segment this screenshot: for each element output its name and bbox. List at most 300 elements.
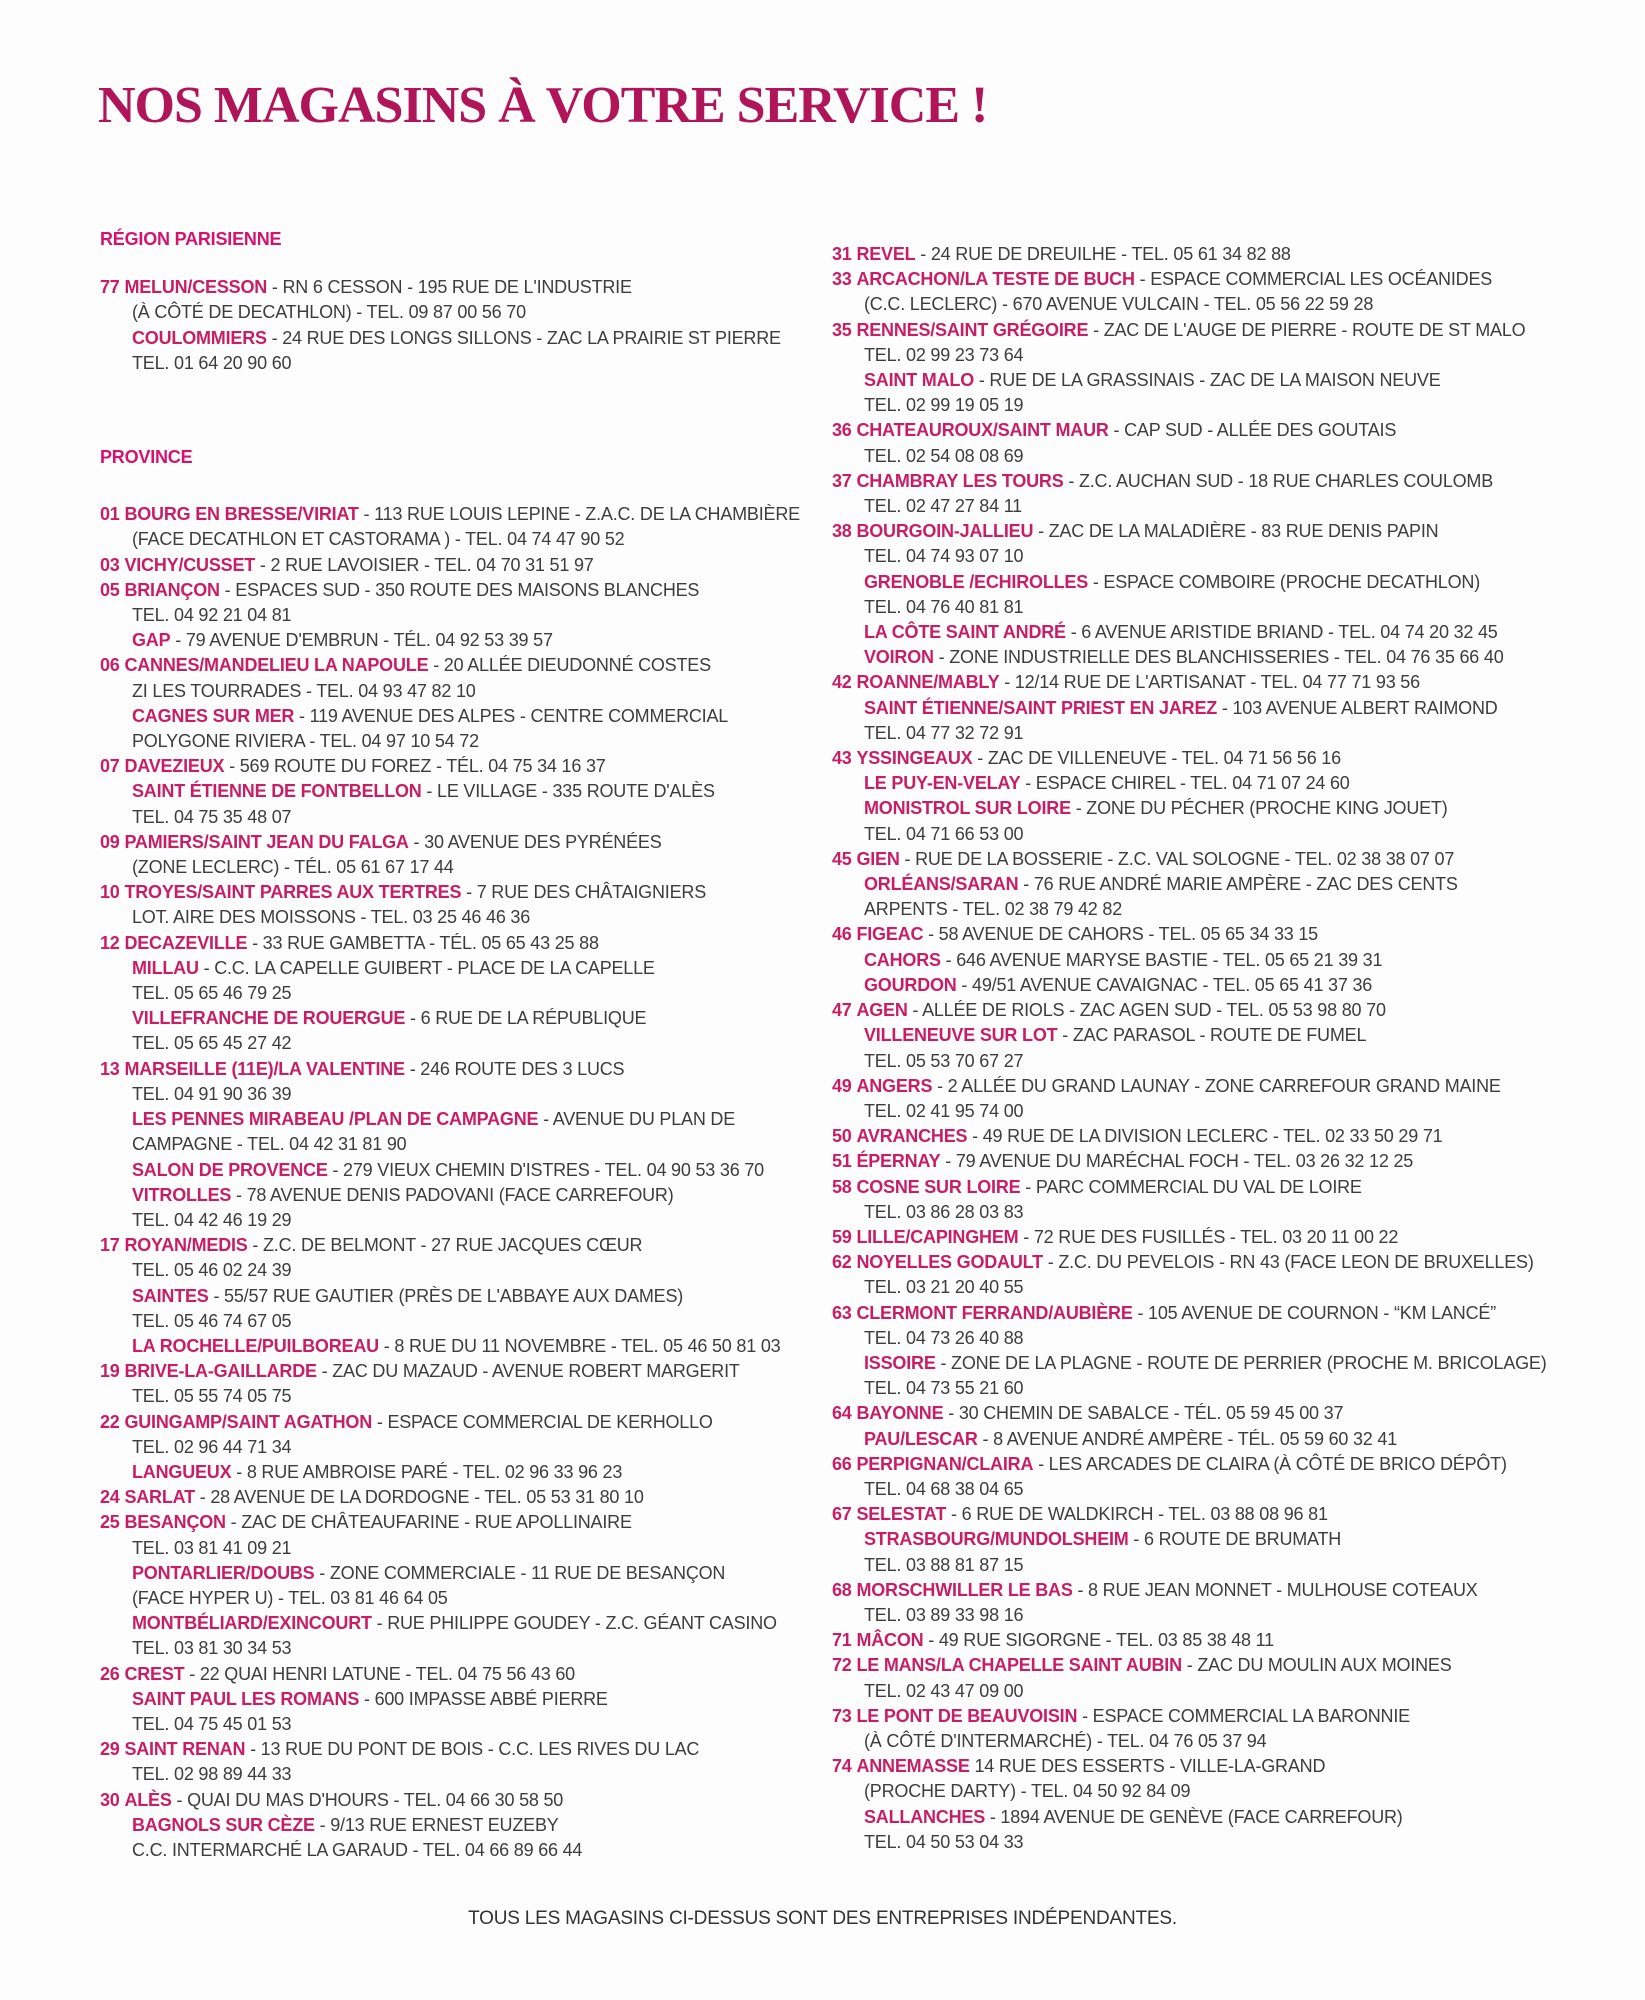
continuation-line: [832, 1679, 1592, 1704]
store-details: - ZAC DE CHÂTEAUFARINE - RUE APOLLINAIRE: [230, 1512, 632, 1533]
store-details: - PARC COMMERCIAL DU VAL DE LOIRE: [1025, 1176, 1362, 1197]
continuation-line: [832, 393, 1592, 418]
store-details: - ESPACE COMMERCIAL LA BARONNIE: [1082, 1705, 1410, 1726]
store-name: MONTBÉLIARD/EXINCOURT: [132, 1613, 372, 1634]
continuation-line: [100, 1031, 816, 1056]
store-entry-line: [100, 1737, 816, 1762]
continuation-line: [100, 805, 816, 830]
store-details: - 58 AVENUE DE CAHORS - TEL. 05 65 34 33 15: [928, 924, 1318, 945]
store-number: 72: [832, 1655, 852, 1676]
store-number: 05: [100, 579, 120, 600]
store-details: - ALLÉE DE RIOLS - ZAC AGEN SUD - TEL. 05 53 98 80 70: [912, 1000, 1386, 1021]
store-number: 68: [832, 1579, 852, 1600]
store-name: DECAZEVILLE: [124, 932, 248, 953]
store-name: BAYONNE: [856, 1403, 944, 1424]
store-name: VOIRON: [864, 647, 934, 668]
store-details: TEL. 02 41 95 74 00: [864, 1100, 1024, 1121]
store-details: - 7 RUE DES CHÂTAIGNIERS: [466, 882, 706, 903]
store-details: - ZAC DU MOULIN AUX MOINES: [1186, 1655, 1452, 1676]
store-number: 31: [832, 244, 852, 264]
store-details: C.C. INTERMARCHÉ LA GARAUD - TEL. 04 66 89 66 44: [132, 1839, 583, 1860]
store-details: - 55/57 RUE GAUTIER (PRÈS DE L'ABBAYE AUX DAMES): [213, 1285, 684, 1306]
store-name: CLERMONT FERRAND/AUBIÈRE: [856, 1302, 1133, 1323]
store-name: CAHORS: [864, 949, 941, 970]
store-entry-line: [100, 275, 816, 300]
store-name: ORLÉANS/SARAN: [864, 874, 1019, 895]
store-details: - 49/51 AVENUE CAVAIGNAC - TEL. 05 65 41 37 36: [961, 974, 1373, 995]
continuation-line: [832, 1049, 1592, 1074]
store-details: TEL. 04 92 21 04 81: [132, 605, 292, 626]
store-details: - 6 RUE DE WALDKIRCH - TEL. 03 88 08 96 81: [951, 1504, 1328, 1525]
store-number: 07: [100, 756, 120, 777]
store-details: - 24 RUE DE DREUILHE - TEL. 05 61 34 82 88: [920, 244, 1291, 264]
store-details: - 246 ROUTE DES 3 LUCS: [409, 1058, 625, 1079]
store-details: - 1894 AVENUE DE GENÈVE (FACE CARREFOUR): [989, 1806, 1403, 1827]
store-details: POLYGONE RIVIERA - TEL. 04 97 10 54 72: [132, 731, 479, 752]
store-details: 14 RUE DES ESSERTS - VILLE-LA-GRAND: [974, 1756, 1326, 1777]
store-subentry-line: [832, 1805, 1592, 1830]
store-entry-line: [100, 880, 816, 905]
store-details: TEL. 02 54 08 08 69: [864, 445, 1024, 466]
store-name: MÂCON: [856, 1630, 924, 1651]
store-details: - 119 AVENUE DES ALPES - CENTRE COMMERCIAL: [299, 705, 729, 726]
store-details: TEL. 05 46 02 24 39: [132, 1260, 292, 1281]
store-name: BRIANÇON: [124, 579, 220, 600]
store-details: - RN 6 CESSON - 195 RUE DE L'INDUSTRIE: [271, 277, 632, 298]
store-details: TEL. 04 73 26 40 88: [864, 1327, 1024, 1348]
store-details: TEL. 02 96 44 71 34: [132, 1436, 292, 1457]
store-entry-line: [100, 502, 816, 527]
store-name: VILLEFRANCHE DE ROUERGUE: [132, 1008, 406, 1029]
continuation-line: [832, 494, 1592, 519]
continuation-line: [100, 1636, 816, 1661]
store-name: SAINT ÉTIENNE/SAINT PRIEST EN JAREZ: [864, 697, 1218, 718]
store-name: GIEN: [856, 848, 900, 869]
continuation-line: [100, 981, 816, 1006]
store-details: - ZAC DU MAZAUD - AVENUE ROBERT MARGERIT: [321, 1361, 740, 1382]
store-name: LES PENNES MIRABEAU /PLAN DE CAMPAGNE: [132, 1109, 539, 1130]
left-column: [100, 227, 816, 1863]
store-name: SARLAT: [124, 1487, 195, 1508]
store-subentry-line: [100, 1687, 816, 1712]
store-name: LE MANS/LA CHAPELLE SAINT AUBIN: [856, 1655, 1182, 1676]
store-name: SAINT MALO: [864, 370, 974, 391]
store-details: (ZONE LECLERC) - TÉL. 05 61 67 17 44: [132, 857, 454, 878]
continuation-line: [100, 1309, 816, 1334]
continuation-line: [832, 1830, 1592, 1855]
continuation-line: [100, 1384, 816, 1409]
store-name: FIGEAC: [856, 924, 924, 945]
store-entry-line: [832, 1653, 1592, 1678]
store-details: - Z.C. AUCHAN SUD - 18 RUE CHARLES COULOMB: [1068, 470, 1494, 491]
store-details: - 8 RUE AMBROISE PARÉ - TEL. 02 96 33 96 23: [236, 1461, 623, 1482]
store-details: - 8 RUE DU 11 NOVEMBRE - TEL. 05 46 50 81 03: [383, 1335, 781, 1356]
store-details: - 6 AVENUE ARISTIDE BRIAND - TEL. 04 74 20 32 45: [1070, 622, 1498, 643]
store-details: TEL. 05 65 45 27 42: [132, 1033, 292, 1054]
store-number: 51: [832, 1151, 852, 1172]
page-title: NOS MAGASINS À VOTRE SERVICE !: [98, 77, 988, 134]
store-details: TEL. 04 77 32 72 91: [864, 722, 1024, 743]
store-block: [100, 227, 816, 376]
continuation-line: [832, 1477, 1592, 1502]
store-details: - 600 IMPASSE ABBÉ PIERRE: [363, 1688, 608, 1709]
store-entry-line: [100, 754, 816, 779]
store-details: - ESPACE COMBOIRE (PROCHE DECATHLON): [1092, 571, 1481, 592]
store-details: TEL. 03 88 81 87 15: [864, 1554, 1024, 1575]
store-name: ROYAN/MEDIS: [124, 1235, 248, 1256]
store-number: 67: [832, 1504, 852, 1525]
continuation-line: [832, 822, 1592, 847]
section-header: PROVINCE: [100, 447, 193, 468]
store-entry-line: [832, 670, 1592, 695]
store-details: - 2 RUE LAVOISIER - TEL. 04 70 31 51 97: [259, 554, 594, 575]
store-details: CAMPAGNE - TEL. 04 42 31 81 90: [132, 1134, 407, 1155]
store-subentry-line: [832, 1427, 1592, 1452]
store-entry-line: [832, 1502, 1592, 1527]
store-details: TEL. 04 42 46 19 29: [132, 1209, 292, 1230]
store-details: - 49 RUE DE LA DIVISION LECLERC - TEL. 02 33 50 29 71: [972, 1126, 1443, 1147]
store-name: LE PONT DE BEAUVOISIN: [856, 1705, 1078, 1726]
store-entry-line: [100, 1233, 816, 1258]
continuation-line: [100, 905, 816, 930]
store-details: (FACE HYPER U) - TEL. 03 81 46 64 05: [132, 1587, 448, 1608]
store-subentry-line: [100, 779, 816, 804]
store-name: ALÈS: [124, 1789, 172, 1810]
store-entry-line: [832, 746, 1592, 771]
store-details: TEL. 02 99 19 05 19: [864, 395, 1024, 416]
store-name: GUINGAMP/SAINT AGATHON: [124, 1411, 373, 1432]
store-details: TEL. 03 89 33 98 16: [864, 1604, 1024, 1625]
continuation-line: [832, 343, 1592, 368]
store-subentry-line: [832, 973, 1592, 998]
store-details: TEL. 03 86 28 03 83: [864, 1201, 1024, 1222]
store-entry-line: [832, 318, 1592, 343]
store-entry-line: [832, 1452, 1592, 1477]
store-subentry-line: [100, 628, 816, 653]
store-entry-line: [832, 1704, 1592, 1729]
store-details: - C.C. LA CAPELLE GUIBERT - PLACE DE LA CAPELLE: [203, 957, 655, 978]
store-details: TEL. 03 81 41 09 21: [132, 1537, 292, 1558]
store-subentry-line: [832, 696, 1592, 721]
continuation-line: [832, 1779, 1592, 1804]
store-details: - Z.C. DE BELMONT - 27 RUE JACQUES CŒUR: [252, 1235, 643, 1256]
store-details: (C.C. LECLERC) - 670 AVENUE VULCAIN - TEL. 05 56 22 59 28: [864, 294, 1374, 315]
store-name: AGEN: [856, 1000, 908, 1021]
store-name: PAMIERS/SAINT JEAN DU FALGA: [124, 831, 409, 852]
store-subentry-line: [100, 1006, 816, 1031]
store-number: 12: [100, 932, 120, 953]
store-details: ZI LES TOURRADES - TEL. 04 93 47 82 10: [132, 680, 476, 701]
store-subentry-line: [832, 872, 1592, 897]
store-name: PERPIGNAN/CLAIRA: [856, 1453, 1034, 1474]
store-entry-line: [100, 931, 816, 956]
store-name: SAINT RENAN: [124, 1739, 246, 1760]
continuation-line: [100, 300, 816, 325]
store-name: LE PUY-EN-VELAY: [864, 773, 1021, 794]
continuation-line: [100, 1838, 816, 1863]
store-number: 26: [100, 1663, 120, 1684]
store-name: ÉPERNAY: [856, 1151, 941, 1172]
continuation-line: [832, 721, 1592, 746]
store-entry-line: [100, 578, 816, 603]
continuation-line: [100, 1712, 816, 1737]
store-details: - 569 ROUTE DU FOREZ - TÉL. 04 75 34 16 37: [229, 756, 606, 777]
store-details: - AVENUE DU PLAN DE: [543, 1109, 736, 1130]
store-details: - 113 RUE LOUIS LEPINE - Z.A.C. DE LA CHAMBIÈRE: [363, 504, 800, 525]
store-details: - 8 AVENUE ANDRÉ AMPÈRE - TÉL. 05 59 60 32 41: [982, 1428, 1398, 1449]
store-number: 71: [832, 1630, 852, 1651]
store-entry-line: [100, 1485, 816, 1510]
store-details: LOT. AIRE DES MOISSONS - TEL. 03 25 46 46 36: [132, 907, 531, 928]
store-name: GRENOBLE /ECHIROLLES: [864, 571, 1089, 592]
store-details: - ZONE INDUSTRIELLE DES BLANCHISSERIES - TEL. 04 76 35 66 40: [938, 647, 1504, 668]
store-entry-line: [832, 242, 1592, 267]
continuation-line: [832, 1326, 1592, 1351]
store-details: - RUE PHILIPPE GOUDEY - Z.C. GÉANT CASINO: [376, 1613, 777, 1634]
store-subentry-line: [100, 1611, 816, 1636]
store-name: ROANNE/MABLY: [856, 672, 1000, 693]
store-details: - 72 RUE DES FUSILLÉS - TEL. 03 20 11 00 22: [1023, 1226, 1399, 1247]
continuation-line: [832, 1200, 1592, 1225]
store-subentry-line: [100, 1460, 816, 1485]
store-name: MONISTROL SUR LOIRE: [864, 798, 1071, 819]
store-details: - 2 ALLÉE DU GRAND LAUNAY - ZONE CARREFOUR GRAND MAINE: [937, 1075, 1501, 1096]
store-details: - ZAC DE LA MALADIÈRE - 83 RUE DENIS PAPIN: [1038, 521, 1439, 542]
store-details: - 12/14 RUE DE L'ARTISANAT - TEL. 04 77 71 93 56: [1004, 672, 1420, 693]
store-name: GOURDON: [864, 974, 957, 995]
store-number: 29: [100, 1739, 120, 1760]
store-details: - LE VILLAGE - 335 ROUTE D'ALÈS: [426, 781, 715, 802]
store-details: - ZAC DE L'AUGE DE PIERRE - ROUTE DE ST MALO: [1093, 319, 1526, 340]
store-name: BOURG EN BRESSE/VIRIAT: [124, 504, 359, 525]
store-subentry-line: [100, 1813, 816, 1838]
store-details: - RUE DE LA GRASSINAIS - ZAC DE LA MAISON NEUVE: [978, 370, 1441, 391]
footer-note: TOUS LES MAGASINS CI-DESSUS SONT DES ENTREPRISES INDÉPENDANTES.: [468, 1908, 1177, 1929]
store-entry-line: [832, 1124, 1592, 1149]
store-name: LILLE/CAPINGHEM: [856, 1226, 1019, 1247]
store-entry-line: [832, 519, 1592, 544]
store-subentry-line: [832, 796, 1592, 821]
store-entry-line: [832, 847, 1592, 872]
continuation-line: [100, 1258, 816, 1283]
store-name: PAU/LESCAR: [864, 1428, 978, 1449]
store-subentry-line: [100, 1561, 816, 1586]
store-name: LA ROCHELLE/PUILBOREAU: [132, 1335, 379, 1356]
store-details: - ZAC PARASOL - ROUTE DE FUMEL: [1062, 1025, 1367, 1046]
store-number: 24: [100, 1487, 120, 1508]
store-number: 77: [100, 277, 120, 298]
store-entry-line: [832, 1074, 1592, 1099]
store-details: TEL. 05 55 74 05 75: [132, 1386, 292, 1407]
store-details: - 6 ROUTE DE BRUMATH: [1133, 1529, 1342, 1550]
continuation-line: [832, 1603, 1592, 1628]
continuation-line: [832, 1275, 1592, 1300]
continuation-line: [100, 679, 816, 704]
store-name: LANGUEUX: [132, 1461, 232, 1482]
store-subentry-line: [832, 771, 1592, 796]
store-name: BOURGOIN-JALLIEU: [856, 521, 1034, 542]
store-name: BAGNOLS SUR CÈZE: [132, 1814, 315, 1835]
store-subentry-line: [832, 570, 1592, 595]
store-details: - 22 QUAI HENRI LATUNE - TEL. 04 75 56 43 60: [189, 1663, 575, 1684]
store-name: CAGNES SUR MER: [132, 705, 295, 726]
store-entry-line: [832, 922, 1592, 947]
store-name: NOYELLES GODAULT: [856, 1252, 1043, 1273]
store-entry-line: [832, 267, 1592, 292]
store-details: - RUE DE LA BOSSERIE - Z.C. VAL SOLOGNE - TEL. 02 38 38 07 07: [904, 848, 1455, 869]
store-name: MORSCHWILLER LE BAS: [856, 1579, 1073, 1600]
store-details: - QUAI DU MAS D'HOURS - TEL. 04 66 30 58 50: [176, 1789, 564, 1810]
store-subentry-line: [832, 1527, 1592, 1552]
store-details: - 279 VIEUX CHEMIN D'ISTRES - TEL. 04 90 53 36 70: [332, 1159, 764, 1180]
store-subentry-line: [100, 1107, 816, 1132]
store-details: TEL. 05 65 46 79 25: [132, 983, 292, 1004]
store-details: ARPENTS - TEL. 02 38 79 42 82: [864, 899, 1123, 920]
store-entry-line: [832, 1149, 1592, 1174]
store-number: 17: [100, 1235, 120, 1256]
store-entry-line: [100, 553, 816, 578]
store-details: TEL. 02 47 27 84 11: [864, 496, 1022, 517]
store-name: BRIVE-LA-GAILLARDE: [124, 1361, 317, 1382]
store-name: VITROLLES: [132, 1184, 232, 1205]
store-subentry-line: [832, 620, 1592, 645]
continuation-line: [832, 292, 1592, 317]
store-number: 19: [100, 1361, 120, 1382]
store-number: 59: [832, 1226, 852, 1247]
store-number: 22: [100, 1411, 120, 1432]
store-entry-line: [100, 1057, 816, 1082]
store-details: - 103 AVENUE ALBERT RAIMOND: [1221, 697, 1498, 718]
store-name: SELESTAT: [856, 1504, 947, 1525]
store-name: ANGERS: [856, 1075, 933, 1096]
store-details: - 78 AVENUE DENIS PADOVANI (FACE CARREFOUR): [236, 1184, 674, 1205]
continuation-line: [100, 1082, 816, 1107]
store-entry-line: [832, 1628, 1592, 1653]
store-details: - ZONE DU PÉCHER (PROCHE KING JOUET): [1075, 798, 1448, 819]
store-number: 10: [100, 882, 120, 903]
store-number: 63: [832, 1302, 852, 1323]
continuation-line: [832, 1376, 1592, 1401]
store-name: PONTARLIER/DOUBS: [132, 1562, 315, 1583]
store-subentry-line: [832, 948, 1592, 973]
store-details: (PROCHE DARTY) - TEL. 04 50 92 84 09: [864, 1781, 1191, 1802]
store-details: TEL. 02 43 47 09 00: [864, 1680, 1024, 1701]
store-entry-line: [832, 1754, 1592, 1779]
continuation-line: [100, 1586, 816, 1611]
store-number: 45: [832, 848, 852, 869]
store-name: REVEL: [856, 244, 916, 264]
store-details: TEL. 04 76 40 81 81: [864, 596, 1024, 617]
store-number: 13: [100, 1058, 120, 1079]
continuation-line: [100, 1762, 816, 1787]
store-subentry-line: [832, 1351, 1592, 1376]
store-number: 06: [100, 655, 120, 676]
section-header: RÉGION PARISIENNE: [100, 229, 282, 249]
store-entry-line: [832, 1250, 1592, 1275]
store-entry-line: [832, 418, 1592, 443]
store-details: - ESPACE COMMERCIAL LES OCÉANIDES: [1139, 269, 1493, 290]
store-details: TEL. 02 98 89 44 33: [132, 1764, 292, 1785]
store-subentry-line: [100, 1284, 816, 1309]
store-details: - 6 RUE DE LA RÉPUBLIQUE: [410, 1008, 647, 1029]
store-details: - 9/13 RUE ERNEST EUZEBY: [319, 1814, 559, 1835]
store-name: MILLAU: [132, 957, 199, 978]
store-details: TEL. 05 46 74 67 05: [132, 1310, 292, 1331]
store-details: TEL. 05 53 70 67 27: [864, 1050, 1024, 1071]
store-number: 66: [832, 1453, 852, 1474]
store-details: - 79 AVENUE D'EMBRUN - TÉL. 04 92 53 39 57: [175, 630, 553, 651]
continuation-line: [100, 855, 816, 880]
store-name: COSNE SUR LOIRE: [856, 1176, 1021, 1197]
store-details: - 20 ALLÉE DIEUDONNÉ COSTES: [433, 655, 711, 676]
store-number: 74: [832, 1756, 852, 1777]
store-name: ANNEMASSE: [856, 1756, 970, 1777]
store-entry-line: [832, 1225, 1592, 1250]
store-number: 38: [832, 521, 852, 542]
store-subentry-line: [100, 1158, 816, 1183]
store-number: 35: [832, 319, 852, 340]
store-details: TEL. 04 91 90 36 39: [132, 1083, 292, 1104]
store-name: DAVEZIEUX: [124, 756, 225, 777]
continuation-line: [100, 1132, 816, 1157]
store-name: LA CÔTE SAINT ANDRÉ: [864, 622, 1066, 643]
store-name: AVRANCHES: [856, 1126, 968, 1147]
store-name: RENNES/SAINT GRÉGOIRE: [856, 319, 1089, 340]
store-details: - ZONE COMMERCIALE - 11 RUE DE BESANÇON: [319, 1562, 726, 1583]
store-number: 43: [832, 748, 852, 769]
continuation-line: [832, 544, 1592, 569]
store-entry-line: [100, 1359, 816, 1384]
store-name: GAP: [132, 630, 171, 651]
store-number: 64: [832, 1403, 852, 1424]
continuation-line: [832, 1553, 1592, 1578]
store-subentry-line: [100, 326, 816, 351]
store-number: 46: [832, 924, 852, 945]
store-name: COULOMMIERS: [132, 327, 267, 348]
store-details: - LES ARCADES DE CLAIRA (À CÔTÉ DE BRICO DÉPÔT): [1038, 1453, 1507, 1474]
store-details: - 13 RUE DU PONT DE BOIS - C.C. LES RIVES DU LAC: [250, 1739, 700, 1760]
continuation-line: [832, 444, 1592, 469]
continuation-line: [100, 351, 816, 376]
store-details: (FACE DECATHLON ET CASTORAMA ) - TEL. 04 74 47 90 52: [132, 529, 625, 550]
continuation-line: [832, 897, 1592, 922]
store-subentry-line: [832, 368, 1592, 393]
store-number: 03: [100, 554, 120, 575]
store-number: 25: [100, 1512, 120, 1533]
store-details: TEL. 03 81 30 34 53: [132, 1638, 292, 1659]
store-block: [100, 445, 816, 1863]
store-name: SALLANCHES: [864, 1806, 986, 1827]
store-details: - 79 AVENUE DU MARÉCHAL FOCH - TEL. 03 26 32 12 25: [945, 1151, 1414, 1172]
store-details: - 30 CHEMIN DE SABALCE - TÉL. 05 59 45 00 37: [948, 1403, 1344, 1424]
store-details: TEL. 03 21 20 40 55: [864, 1277, 1024, 1298]
store-number: 36: [832, 420, 852, 441]
store-details: - 30 AVENUE DES PYRÉNÉES: [413, 831, 662, 852]
store-entry-line: [832, 469, 1592, 494]
store-details: TEL. 04 75 45 01 53: [132, 1713, 292, 1734]
store-name: SAINT ÉTIENNE DE FONTBELLON: [132, 781, 422, 802]
continuation-line: [832, 1729, 1592, 1754]
store-number: 49: [832, 1075, 852, 1096]
store-entry-line: [100, 830, 816, 855]
store-number: 58: [832, 1176, 852, 1197]
store-name: SAINT PAUL LES ROMANS: [132, 1688, 360, 1709]
store-name: VILLENEUVE SUR LOT: [864, 1025, 1058, 1046]
store-number: 73: [832, 1705, 852, 1726]
store-entry-line: [832, 1175, 1592, 1200]
store-details: TEL. 01 64 20 90 60: [132, 352, 292, 373]
store-name: ISSOIRE: [864, 1352, 936, 1373]
